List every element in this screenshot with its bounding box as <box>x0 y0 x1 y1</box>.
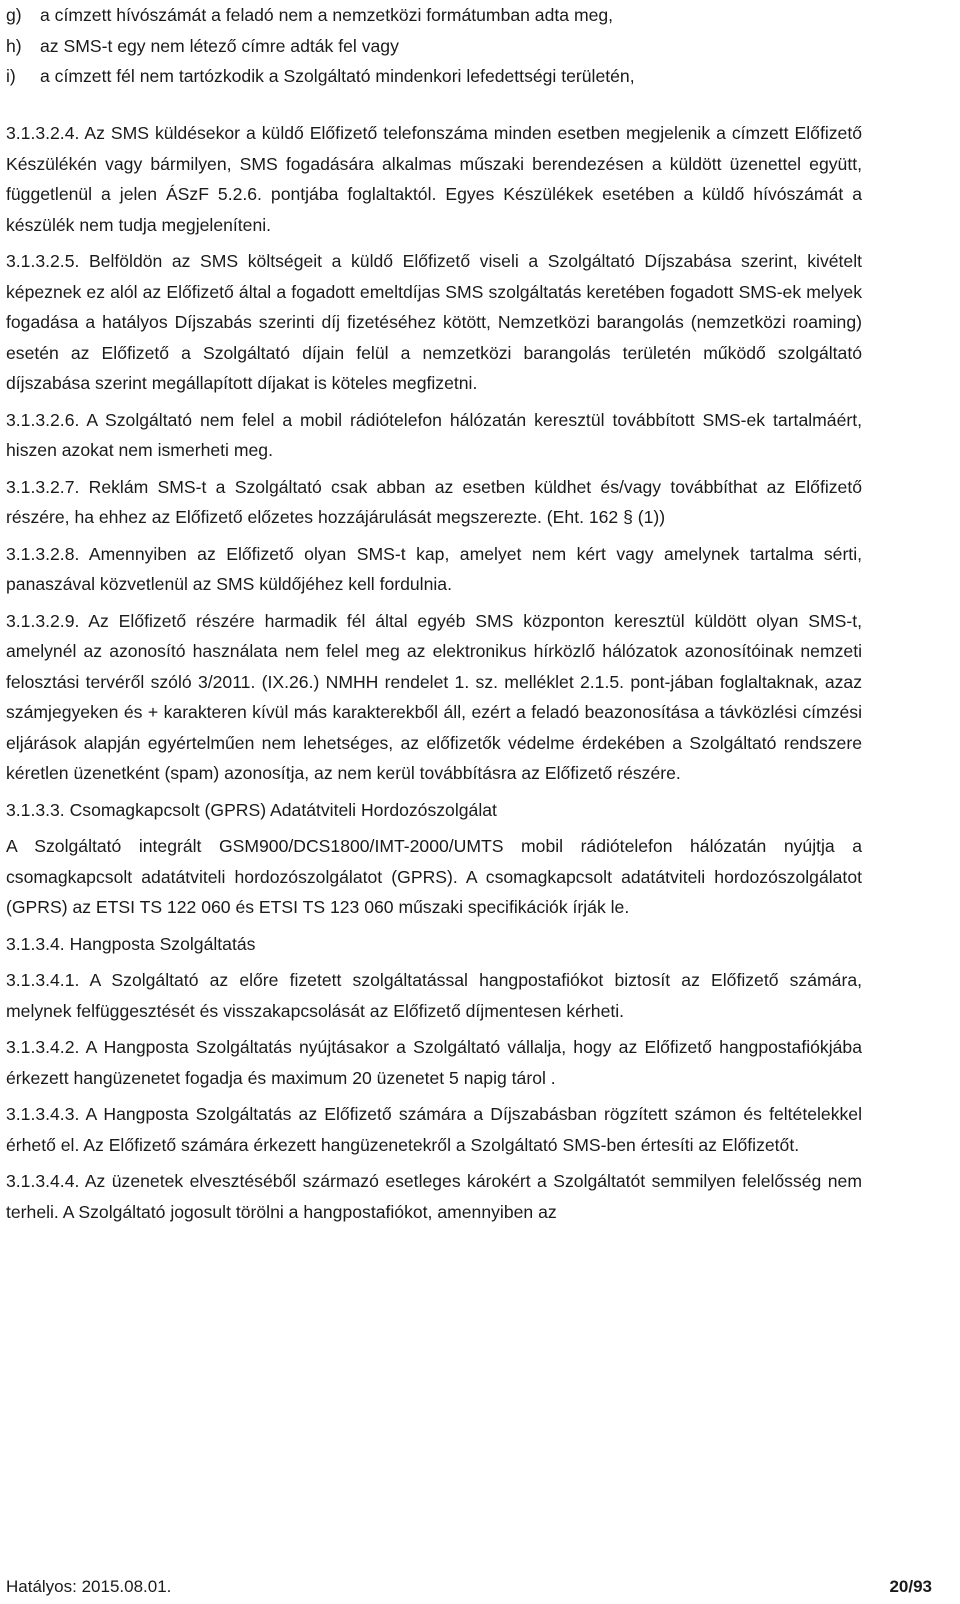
list-text: a címzett fél nem tartózkodik a Szolgáltató mindenkori lefedettségi területén, <box>40 66 635 86</box>
list-text: a címzett hívószámát a feladó nem a nemzetközi formátumban adta meg, <box>40 5 614 25</box>
list-text: az SMS-t egy nem létező címre adták fel vagy <box>40 35 399 56</box>
paragraph: 3.1.3.4.3. A Hangposta Szolgáltatás az Előfizető számára a Díjszabásban rögzített számon és feltételekkel érhető el. Az Előfizető számára érkezett hangüzenetekről a Szolgáltató SMS-ben értesíti az Előfizetőt. <box>6 1104 862 1155</box>
document-page <box>6 0 862 1222</box>
paragraph: 3.1.3.4.4. Az üzenetek elvesztéséből származó esetleges károkért a Szolgáltatót semmilyen felelősség nem terheli. A Szolgáltató jogosult törölni a hangpostafiókot, amennyiben az <box>6 1171 862 1222</box>
list-marker: g) <box>6 5 22 25</box>
effective-date: Hatályos: 2015.08.01. <box>6 1577 172 1596</box>
paragraph: 3.1.3.2.4. Az SMS küldésekor a küldő Előfizető telefonszáma minden esetben megjelenik a címzett Előfizető Készülékén vagy bármilyen, SMS fogadására alkalmas műszaki berendezésen a küldött üzenettel együtt, függetlenül a jelen ÁSzF 5.2.6. pontjába foglaltaktól. Egyes Készülékek esetében a küldő hívószámát a készülék nem tudja megjeleníteni. <box>6 123 862 235</box>
list-item <box>6 61 862 92</box>
paragraph: 3.1.3.2.9. Az Előfizető részére harmadik fél által egyéb SMS központon keresztül küldött olyan SMS-t, amelynél az azonosító használata nem felel meg az elektronikus hírközlő hálózatok azonosítóinak nemzeti felosztási tervéről szóló 3/2011. (IX.26.) NMHH rendelet 1. sz. melléklet 2.1.5. pont-jában foglaltaknak, azaz számjegyeken és + karakteren kívül más karakterekből áll, ezért a feladó beazonosítása a távközlési címzési eljárások alapján egyértelműen nem lehetséges, az előfizetők védelme érdekében a Szolgáltató rendszere kéretlen üzenetként (spam) azonosítja, az nem kerül továbbításra az Előfizető részére. <box>6 610 862 783</box>
paragraph: 3.1.3.2.6. A Szolgáltató nem felel a mobil rádiótelefon hálózatán keresztül továbbított SMS-ek tartalmáért, hiszen azokat nem ismerheti meg. <box>6 409 862 460</box>
list-marker: i) <box>6 66 16 86</box>
paragraph: 3.1.3.4.1. A Szolgáltató az előre fizetett szolgáltatással hangpostafiókot biztosít az Előfizető számára, melynek felfüggesztését és visszakapcsolását az Előfizető díjmentesen kérheti. <box>6 970 862 1021</box>
body-text <box>6 118 862 1233</box>
list-item <box>6 31 862 62</box>
section-heading: 3.1.3.3. Csomagkapcsolt (GPRS) Adatátviteli Hordozószolgálat <box>6 799 497 820</box>
page-number: 20/93 <box>889 1577 932 1596</box>
paragraph: 3.1.3.2.8. Amennyiben az Előfizető olyan SMS-t kap, amelyet nem kért vagy amelynek tartalma sérti, panaszával közvetlenül az SMS küldőjéhez kell fordulnia. <box>6 543 862 594</box>
list-item <box>6 0 862 31</box>
page-footer <box>6 1572 932 1603</box>
paragraph: 3.1.3.2.5. Belföldön az SMS költségeit a küldő Előfizető viseli a Szolgáltató Díjszabása szerint, kivételt képeznek ez alól az Előfizető által a fogadott emeltdíjas SMS szolgáltatás keretében fogadott SMS-ek melyek fogadása a hatályos Díjszabás szerinti díj fizetéséhez kötött, Nemzetközi barangolás (nemzetközi roaming) esetén az Előfizető a Szolgáltató díjain felül a nemzetközi barangolás területén működő szolgáltató díjszabása szerint megállapított díjakat is köteles megfizetni. <box>6 251 862 393</box>
section-heading: 3.1.3.4. Hangposta Szolgáltatás <box>6 933 256 954</box>
condition-list <box>6 0 862 92</box>
paragraph: 3.1.3.4.2. A Hangposta Szolgáltatás nyújtásakor a Szolgáltató vállalja, hogy az Előfizető hangpostafiókjába érkezett hangüzenetet fogadja és maximum 20 üzenetet 5 napig tárol . <box>6 1037 862 1088</box>
paragraph: A Szolgáltató integrált GSM900/DCS1800/IMT-2000/UMTS mobil rádiótelefon hálózatán nyújtja a csomagkapcsolt adatátviteli hordozószolgálatot (GPRS). A csomagkapcsolt adatátviteli hordozószolgálatot (GPRS) az ETSI TS 122 060 és ETSI TS 123 060 műszaki specifikációk írják le. <box>6 836 862 917</box>
paragraph: 3.1.3.2.7. Reklám SMS-t a Szolgáltató csak abban az esetben küldhet és/vagy továbbíthat az Előfizető részére, ha ehhez az Előfizető előzetes hozzájárulását megszerezte. (Eht. 162 § (1)) <box>6 476 862 527</box>
list-marker: h) <box>6 35 22 56</box>
